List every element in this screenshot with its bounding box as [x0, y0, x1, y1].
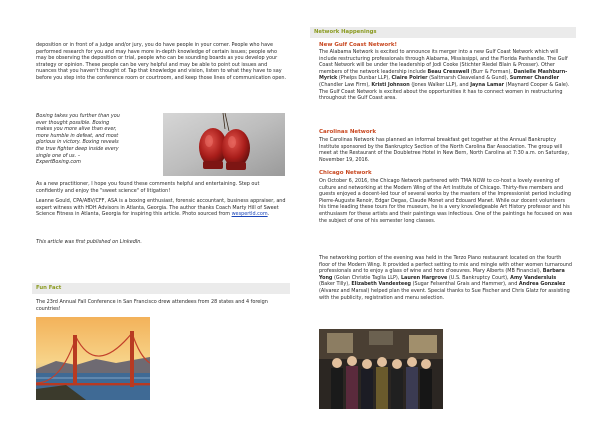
member-name: Danielle Mashburn-Myrick — [319, 68, 568, 82]
author-bio-text: Leanne Gould, CPA/ABV/CFF, ASA is a boxing enthusiast, forensic accountant, business appraiser, and expert witness with HDH Advisors in Atlanta, Georgia. The author thanks Coach Marty Hill of Sweet Science Fitness in Atlanta, Georgia for inspiring this article. Photo sourced from — [36, 198, 286, 218]
closing-paragraph: As a new practitioner, I hope you found these comments helpful and entertaining. Step out confidently and enjoy the "sweet science" of litigation! — [36, 181, 260, 194]
member-name: Beau Cresswell — [427, 68, 470, 75]
gulf-coast-paragraph — [319, 49, 573, 102]
member-firm: (Maynard Cooper & Gale). The Gulf Coast Network is excited about the opportunities it has to connect women in restructuring throughout the Gulf Coast area. — [319, 81, 570, 102]
publication-footnote: This article was first published on LinkedIn. — [36, 239, 142, 245]
member-firm: (Alvarez and Marsal) helped plan the event. Special thanks to Sue Fischer and Chris Glatz for assisting with the publicity, registration and menu selection. — [319, 287, 570, 301]
author-bio-end: . — [267, 211, 270, 218]
member-name: Amy Vandersluis — [510, 274, 557, 281]
networking-event-photo — [319, 329, 443, 409]
article-intro-paragraph: deposition or in front of a judge and/or jury, you do have people in your corner. People who have performed research for you and may have more in-depth knowledge of certain issues; people who may be observing the deposition or trial, people who can be sounding boards as you develop your strategy or opinion. These people can be very helpful and may be able to point out issues and nuances that you haven't thought of. Tap that knowledge and vision, listen to what they have to say before you step into the conference room or courtroom, and keep those lines of communication open. — [36, 42, 287, 81]
member-firm: (Baker Tilly), — [319, 281, 350, 288]
member-name: Barbara Yong — [319, 268, 565, 281]
member-firm: (Saltmarsh Cleaveland & Gund), — [427, 75, 509, 82]
network-happenings-header-band — [310, 27, 576, 38]
fun-fact-header-band — [32, 283, 290, 294]
chicago-paragraph-2 — [319, 255, 573, 301]
member-name: Jayna Lamar — [470, 81, 505, 88]
carolinas-paragraph: The Carolinas Network has planned an informal breakfast get together at the Annual Bankruptcy Institute sponsored by the Bankruptcy Section of the North Carolina Bar Association. The group will meet at the Restaurant of the Doubletree Hotel in New Bern, North Carolina at 7:30 a.m. on Saturday, November 19, 2016. — [319, 137, 570, 163]
network-happenings-title: Network Happenings — [314, 29, 377, 35]
boxing-gloves-photo — [163, 113, 285, 176]
gulf-coast-heading: New Gulf Coast Network! — [319, 42, 397, 48]
chicago-paragraph-1: On October 6, 2016, the Chicago Network partnered with TMA NOW to co-host a lovely evening of culture and networking at the Modern Wing of the Art Institute of Chicago. Thirty-five members and guests enjoyed a docent-led tour of several works by the masters of the Impressionist period including Pierre-Auguste Renoir, Edgar Degas, Claude Monet and Edouard Manet. While our docent volunteers his time leading these tours for the museum, he is a very knowledgeable Art History professor and his enthusiasm for these artists and their paintings was infectious. One of the paintings he focused on was the subject of one of his semester long classes. — [319, 178, 573, 224]
photo-source-link[interactable]: wespertld.com — [231, 211, 268, 218]
member-name: Andrea Gonzalez — [518, 281, 566, 288]
fun-fact-text: The 23rd Annual Fall Conference in San Francisco drew attendees from 28 states and 4 foreign countries! — [36, 299, 268, 312]
golden-gate-bridge-photo — [36, 317, 150, 400]
member-firm: (Burr & Forman), — [469, 68, 512, 75]
member-firm: (Golan Christie Taglia LLP), — [332, 274, 400, 281]
member-name: Kristi Johnson — [371, 81, 410, 88]
member-name: Elizabeth Vandesteeg — [351, 281, 412, 288]
fun-fact-title: Fun Fact — [36, 285, 62, 291]
chicago-networking-text: The networking portion of the evening was held in the Terzo Piano restaurant located on the fourth floor of the Modern Wing. It provided a perfect setting to mix and mingle with other women turnaround professionals and to enjoy a glass of wine and hors d'oeuvres. Mary Alberts (MB Financial), — [319, 255, 573, 275]
carolinas-heading: Carolinas Network — [319, 129, 377, 135]
member-firm: (Jones Walker LLP), and — [409, 81, 469, 88]
boxing-quote: Boxing takes you further than you ever thought possible. Boxing makes you more alive than ever, more humble in defeat, and most glorious in victory. Boxing reveals the true fighter deep inside every single one of us. – ExpertBoxing.com — [36, 113, 120, 166]
member-firm: (Phelps Dunbar LLP), — [337, 75, 390, 82]
member-name: Summer Chandler — [509, 75, 560, 82]
member-name: Lauren Hargrove — [400, 274, 448, 281]
member-firm: (Sugar Felsenthal Grais and Hammer), and — [411, 281, 518, 288]
member-firm: (U.S. Bankruptcy Court), — [447, 274, 509, 281]
gulf-coast-intro: The Alabama Network is excited to announce its merger into a new Gulf Coast Network which will include restructuring professionals through Alabama, Mississippi, and the Florida Panhandle. The Gulf Coast Network will be under the leadership of Jodi Cooke (Stichter Riedel Blain & Prosser). Other members of the network leadership include — [319, 49, 568, 75]
member-firm: (Chandler Law Firm), — [319, 81, 370, 88]
author-bio — [36, 198, 288, 218]
chicago-heading: Chicago Network — [319, 170, 372, 176]
member-name: Claire Poirier — [391, 75, 428, 82]
